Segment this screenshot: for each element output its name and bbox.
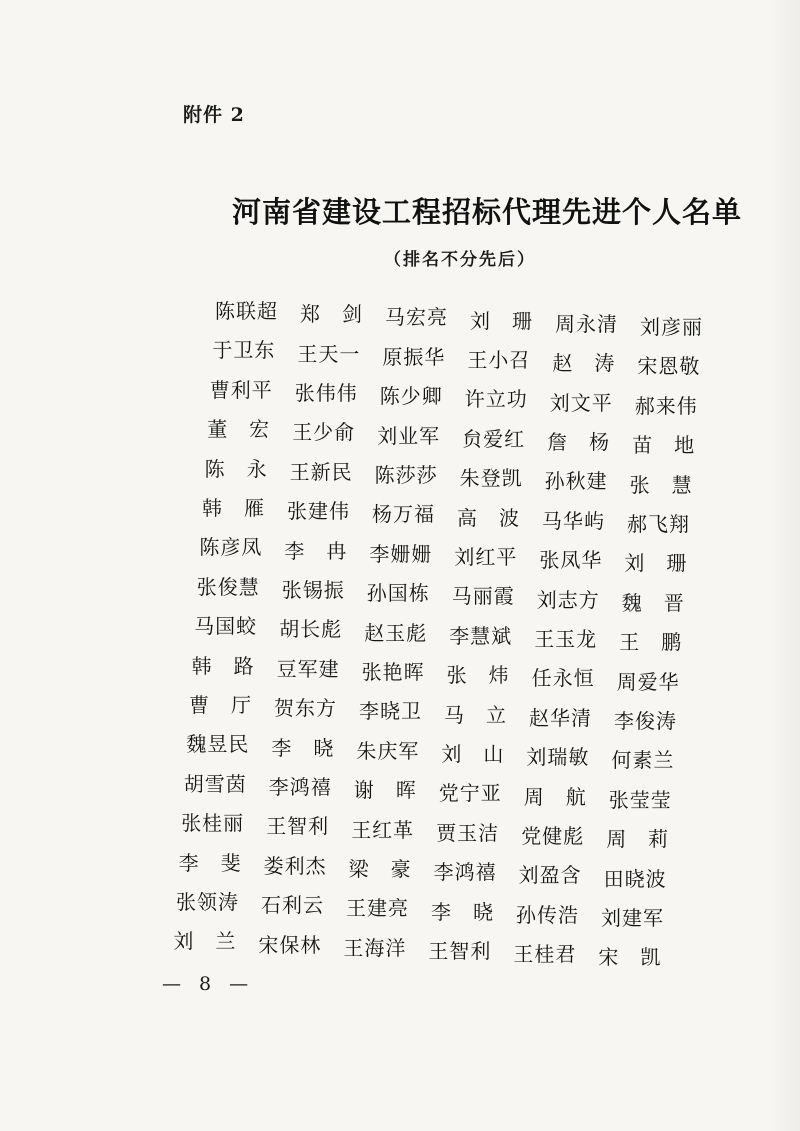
person-name: 马国蛟 xyxy=(194,614,258,639)
person-name: 李姗姗 xyxy=(369,541,433,566)
person-name: 高 波 xyxy=(457,505,520,530)
person-name: 王海洋 xyxy=(343,935,407,960)
person-name: 李鸿禧 xyxy=(433,860,497,885)
person-name: 宋保林 xyxy=(258,932,322,957)
person-name: 孙传浩 xyxy=(516,902,579,927)
person-name: 张凤华 xyxy=(539,548,603,573)
person-name: 张桂丽 xyxy=(181,811,245,836)
person-name: 刘 山 xyxy=(441,742,505,766)
person-name: 张 慧 xyxy=(629,472,693,497)
person-name: 王桂君 xyxy=(513,942,577,967)
person-name: 陈联超 xyxy=(215,299,278,323)
person-name: 陈少卿 xyxy=(379,384,443,409)
person-name: 韩 雁 xyxy=(202,496,265,520)
person-name: 王建亮 xyxy=(346,896,409,921)
person-name: 马华屿 xyxy=(542,508,605,533)
person-name: 娄利杰 xyxy=(263,853,327,878)
person-name: 陈彦凤 xyxy=(199,535,263,560)
person-name: 曹 厅 xyxy=(189,693,252,717)
person-name: 宋恩敬 xyxy=(637,354,701,379)
person-name: 刘 兰 xyxy=(173,929,237,954)
person-name: 张俊慧 xyxy=(196,574,260,599)
attachment-label: 附件 2 xyxy=(183,104,245,126)
person-name: 王少俞 xyxy=(292,420,356,445)
person-name: 朱庆军 xyxy=(356,738,420,763)
person-name: 朱登凯 xyxy=(459,466,523,491)
person-name: 谢 晖 xyxy=(353,778,417,803)
document-title: 河南省建设工程招标代理先进个人名单 xyxy=(232,195,743,229)
person-name: 詹 杨 xyxy=(547,430,611,454)
person-name: 魏 晋 xyxy=(621,590,685,615)
person-name: 党健彪 xyxy=(521,824,585,848)
person-name: 王玉龙 xyxy=(534,627,598,651)
person-name: 李俊涛 xyxy=(614,709,677,733)
person-name: 胡长彪 xyxy=(279,617,343,642)
person-name: 刘建军 xyxy=(601,906,664,930)
person-name: 豆军建 xyxy=(276,656,340,681)
person-name: 王小召 xyxy=(467,348,531,372)
person-name: 周爱华 xyxy=(616,669,680,694)
document-subtitle: （排名不分先后） xyxy=(384,250,536,270)
person-name: 胡雪茵 xyxy=(183,771,247,796)
page-number: — 8 — xyxy=(162,973,255,995)
person-name: 田晓波 xyxy=(603,866,667,891)
person-name: 刘彦丽 xyxy=(640,315,703,339)
person-name: 周 莉 xyxy=(606,827,670,852)
person-name: 刘瑞敏 xyxy=(526,745,590,770)
person-name: 李慧斌 xyxy=(449,623,513,648)
person-name: 贠爱红 xyxy=(462,426,526,451)
person-name: 王天一 xyxy=(297,341,361,366)
person-name: 李 冉 xyxy=(284,538,348,563)
person-name: 刘 珊 xyxy=(624,551,688,576)
person-name: 孙国栋 xyxy=(366,581,430,606)
person-name: 何素兰 xyxy=(611,748,675,773)
person-name: 郝飞翔 xyxy=(627,512,690,536)
person-name: 张伟伟 xyxy=(294,381,358,405)
person-name: 刘 珊 xyxy=(470,308,533,333)
person-name: 张莹莹 xyxy=(608,787,672,812)
person-name: 张建伟 xyxy=(287,499,350,524)
person-name: 曹利平 xyxy=(209,377,273,402)
person-name: 韩 路 xyxy=(191,653,255,678)
person-name: 李晓卫 xyxy=(359,699,422,724)
person-name: 魏昱民 xyxy=(186,732,250,757)
person-name: 陈莎莎 xyxy=(374,463,438,487)
person-name: 董 宏 xyxy=(207,417,271,442)
person-name: 马丽霞 xyxy=(451,584,515,609)
person-name: 周 航 xyxy=(523,784,587,809)
person-name: 陈 永 xyxy=(204,456,268,481)
person-name: 马 立 xyxy=(444,702,507,727)
person-name: 原振华 xyxy=(382,344,446,369)
person-name: 贺东方 xyxy=(274,696,337,721)
person-name: 苗 地 xyxy=(632,433,696,458)
person-name: 赵玉彪 xyxy=(364,620,428,645)
person-name: 刘红平 xyxy=(454,545,518,569)
person-name: 党宁亚 xyxy=(438,781,502,806)
person-name: 刘业军 xyxy=(377,423,441,448)
person-name: 梁 豪 xyxy=(348,857,412,881)
person-name: 刘文平 xyxy=(549,390,613,415)
person-name: 张艳晖 xyxy=(361,660,425,684)
person-name: 石利云 xyxy=(261,893,324,918)
person-name: 郑 剑 xyxy=(300,302,363,327)
person-name: 张 炜 xyxy=(446,663,510,688)
person-name: 周永清 xyxy=(555,311,618,336)
person-name: 王红革 xyxy=(351,817,415,842)
person-name: 李 斐 xyxy=(178,850,242,875)
person-name: 张锡振 xyxy=(281,578,345,602)
person-name: 刘志方 xyxy=(536,587,600,612)
person-name: 李鸿禧 xyxy=(268,775,332,799)
person-name: 王智利 xyxy=(428,939,492,963)
person-name: 于卫东 xyxy=(212,338,276,363)
person-name: 杨万福 xyxy=(372,502,435,527)
person-name: 李 晓 xyxy=(431,899,494,924)
person-name: 刘盈含 xyxy=(518,863,582,888)
person-name: 赵华清 xyxy=(529,705,592,730)
person-name: 许立功 xyxy=(464,387,528,412)
person-name: 李 晓 xyxy=(271,735,335,760)
person-name: 宋 凯 xyxy=(598,945,662,970)
person-name: 马宏亮 xyxy=(385,305,448,330)
person-name: 任永恒 xyxy=(531,666,595,691)
person-name: 张领涛 xyxy=(176,890,239,914)
person-name: 赵 涛 xyxy=(552,351,616,376)
person-name: 郝来伟 xyxy=(634,393,698,418)
person-name: 王新民 xyxy=(289,459,353,484)
person-name: 孙秋建 xyxy=(544,469,608,494)
person-name: 贾玉洁 xyxy=(436,820,500,845)
person-name: 王 鹏 xyxy=(619,630,683,655)
person-name: 王智利 xyxy=(266,814,330,839)
